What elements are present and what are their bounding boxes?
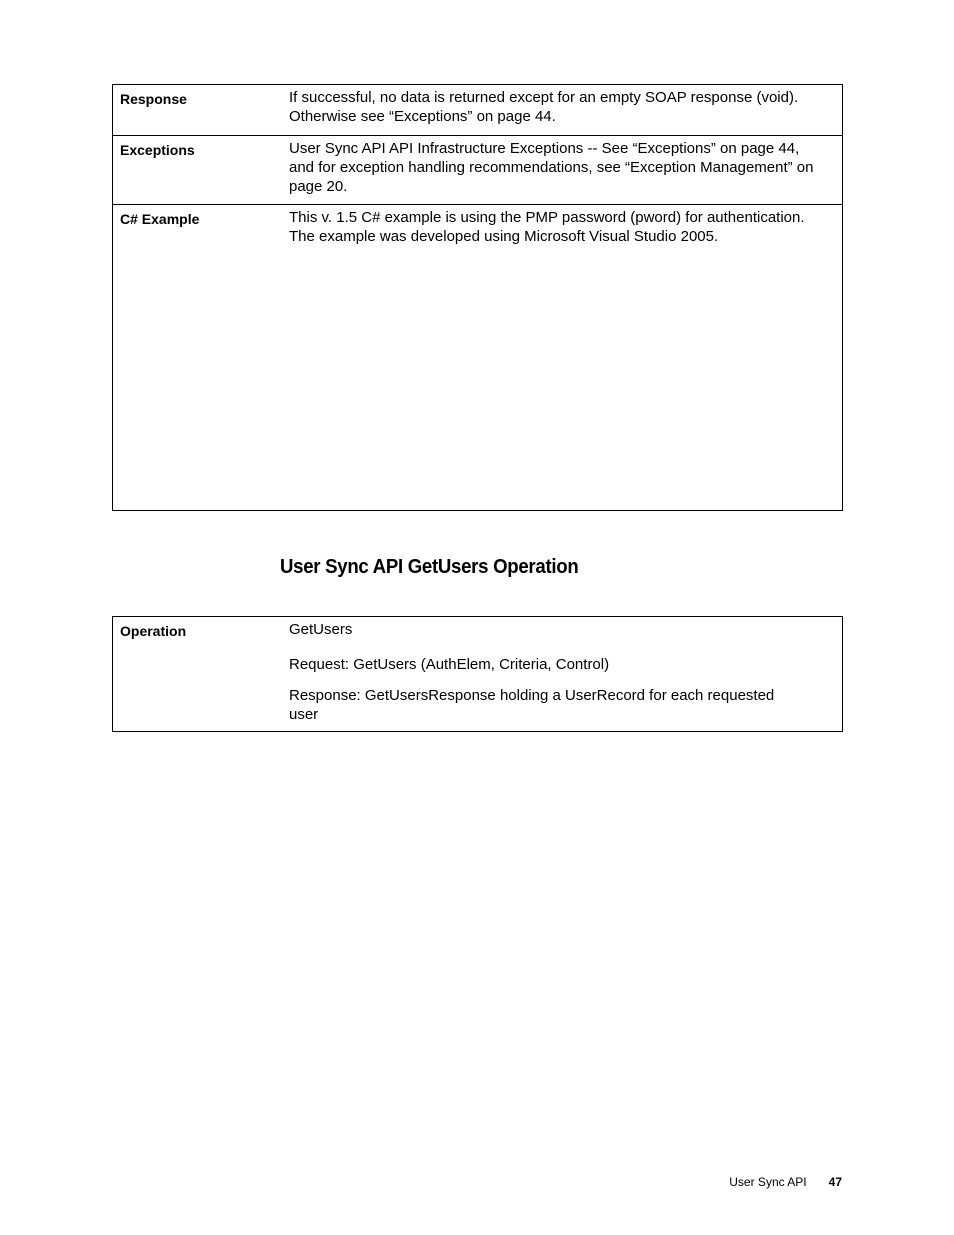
row-label: Exceptions <box>120 142 195 158</box>
footer-section: User Sync API <box>729 1175 807 1189</box>
row-value <box>281 617 842 731</box>
text-line: and for exception handling recommendations, see “Exception Management” on <box>289 159 814 176</box>
operation-table <box>112 616 843 732</box>
response-signature-cont: user <box>289 706 319 723</box>
row-value <box>281 136 842 204</box>
response-signature: Response: GetUsersResponse holding a UserRecord for each requested <box>289 687 775 704</box>
text-line: Otherwise see “Exceptions” on page 44. <box>289 108 556 125</box>
page-number: 47 <box>828 1175 842 1189</box>
text-line: page 20. <box>289 178 348 195</box>
section-heading: User Sync API GetUsers Operation <box>280 556 579 578</box>
table-row-response <box>113 85 842 135</box>
row-label: C# Example <box>120 211 200 227</box>
properties-table <box>112 84 843 511</box>
row-label: Response <box>120 91 187 107</box>
table-row-csharp-example <box>113 204 842 510</box>
text-line: If successful, no data is returned except for an empty SOAP response (void). <box>289 89 799 106</box>
text-line: The example was developed using Microsoft Visual Studio 2005. <box>289 228 719 245</box>
page-footer <box>729 1174 842 1190</box>
operation-name: GetUsers <box>289 621 353 638</box>
text-line: This v. 1.5 C# example is using the PMP password (pword) for authentication. <box>289 209 805 226</box>
row-value <box>281 205 842 510</box>
text-line: User Sync API API Infrastructure Exceptions -- See “Exceptions” on page 44, <box>289 140 800 157</box>
row-value <box>281 85 842 135</box>
table-row-operation <box>113 617 842 731</box>
row-label: Operation <box>120 623 187 639</box>
table-row-exceptions <box>113 135 842 204</box>
request-signature: Request: GetUsers (AuthElem, Criteria, Control) <box>289 656 610 673</box>
